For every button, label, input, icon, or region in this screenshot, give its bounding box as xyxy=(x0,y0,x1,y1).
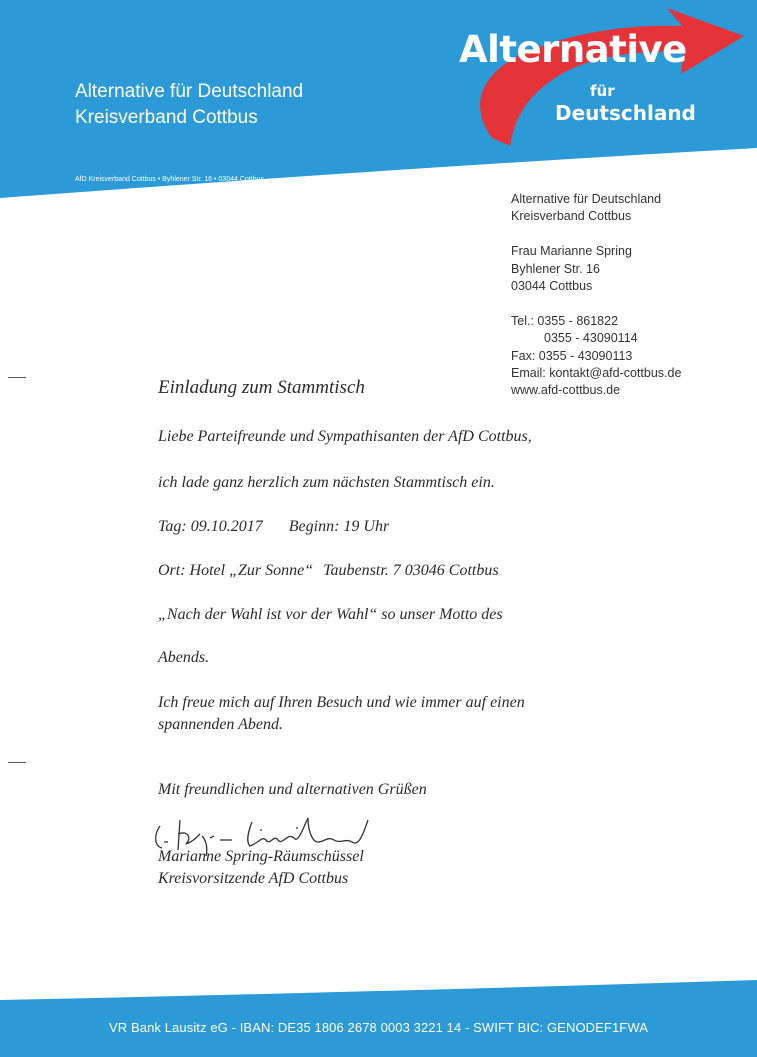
contact-org: Alternative für Deutschland xyxy=(511,192,662,206)
letter-motto-line2: Abends. xyxy=(158,649,210,666)
event-start: Beginn: 19 Uhr xyxy=(288,518,390,535)
contact-branch: Kreisverband Cottbus xyxy=(511,209,632,224)
letter-motto-line1: „Nach der Wahl ist vor der Wahl“ so unser Motto des xyxy=(158,606,503,623)
letter-invite: ich lade ganz herzlich zum nächsten Stammtisch ein. xyxy=(158,474,495,491)
signer-name: Marianne Spring-Räumschüssel xyxy=(158,848,364,865)
logo-text-deutschland: Deutschland xyxy=(555,101,696,125)
footer-bank-details: VR Bank Lausitz eG - IBAN: DE35 1806 2678 0003 3221 14 - SWIFT BIC: GENODEF1FWA xyxy=(109,1020,648,1035)
footer-blue-band xyxy=(0,980,757,1057)
letter-date-line xyxy=(158,518,389,536)
letter-closing-line1: Ich freue mich auf Ihren Besuch und wie immer auf einen xyxy=(158,694,525,711)
letter-greeting: Liebe Parteifreunde und Sympathisanten der AfD Cottbus, xyxy=(158,428,532,445)
logo-text-alternative: Alternative xyxy=(459,28,687,71)
contact-city: 03044 Cottbus xyxy=(511,278,593,293)
event-address: Taubenstr. 7 03046 Cottbus xyxy=(323,562,499,579)
signer-role: Kreisvorsitzende AfD Cottbus xyxy=(158,870,349,887)
contact-tel-2: 0355 - 43090114 xyxy=(544,331,638,346)
contact-block xyxy=(511,191,681,400)
letter-place-line xyxy=(158,562,499,580)
fold-mark-bottom xyxy=(8,762,26,763)
contact-name: Frau Marianne Spring xyxy=(511,244,632,259)
event-venue: Ort: Hotel „Zur Sonne“ xyxy=(158,562,314,579)
letter-subject: Einladung zum Stammtisch xyxy=(158,377,365,398)
fold-mark-top xyxy=(8,377,26,378)
sender-address-line: AfD Kreisverband Cottbus • Byhlener Str. 16 • 03044 Cottbus xyxy=(75,176,264,183)
header-org-branch: Kreisverband Cottbus xyxy=(75,107,258,128)
contact-email[interactable]: Email: kontakt@afd-cottbus.de xyxy=(511,365,682,380)
logo-text-fuer: für xyxy=(590,82,615,100)
letter-regards: Mit freundlichen und alternativen Grüßen xyxy=(158,781,427,798)
contact-street: Byhlener Str. 16 xyxy=(511,261,600,276)
header-org-name: Alternative für Deutschland xyxy=(75,81,304,102)
letter-closing-line2: spannenden Abend. xyxy=(158,716,284,733)
event-date: Tag: 09.10.2017 xyxy=(158,518,263,535)
contact-tel: Tel.: 0355 - 861822 xyxy=(511,313,619,328)
contact-website[interactable]: www.afd-cottbus.de xyxy=(511,383,621,398)
contact-fax: Fax: 0355 - 43090113 xyxy=(511,348,633,363)
